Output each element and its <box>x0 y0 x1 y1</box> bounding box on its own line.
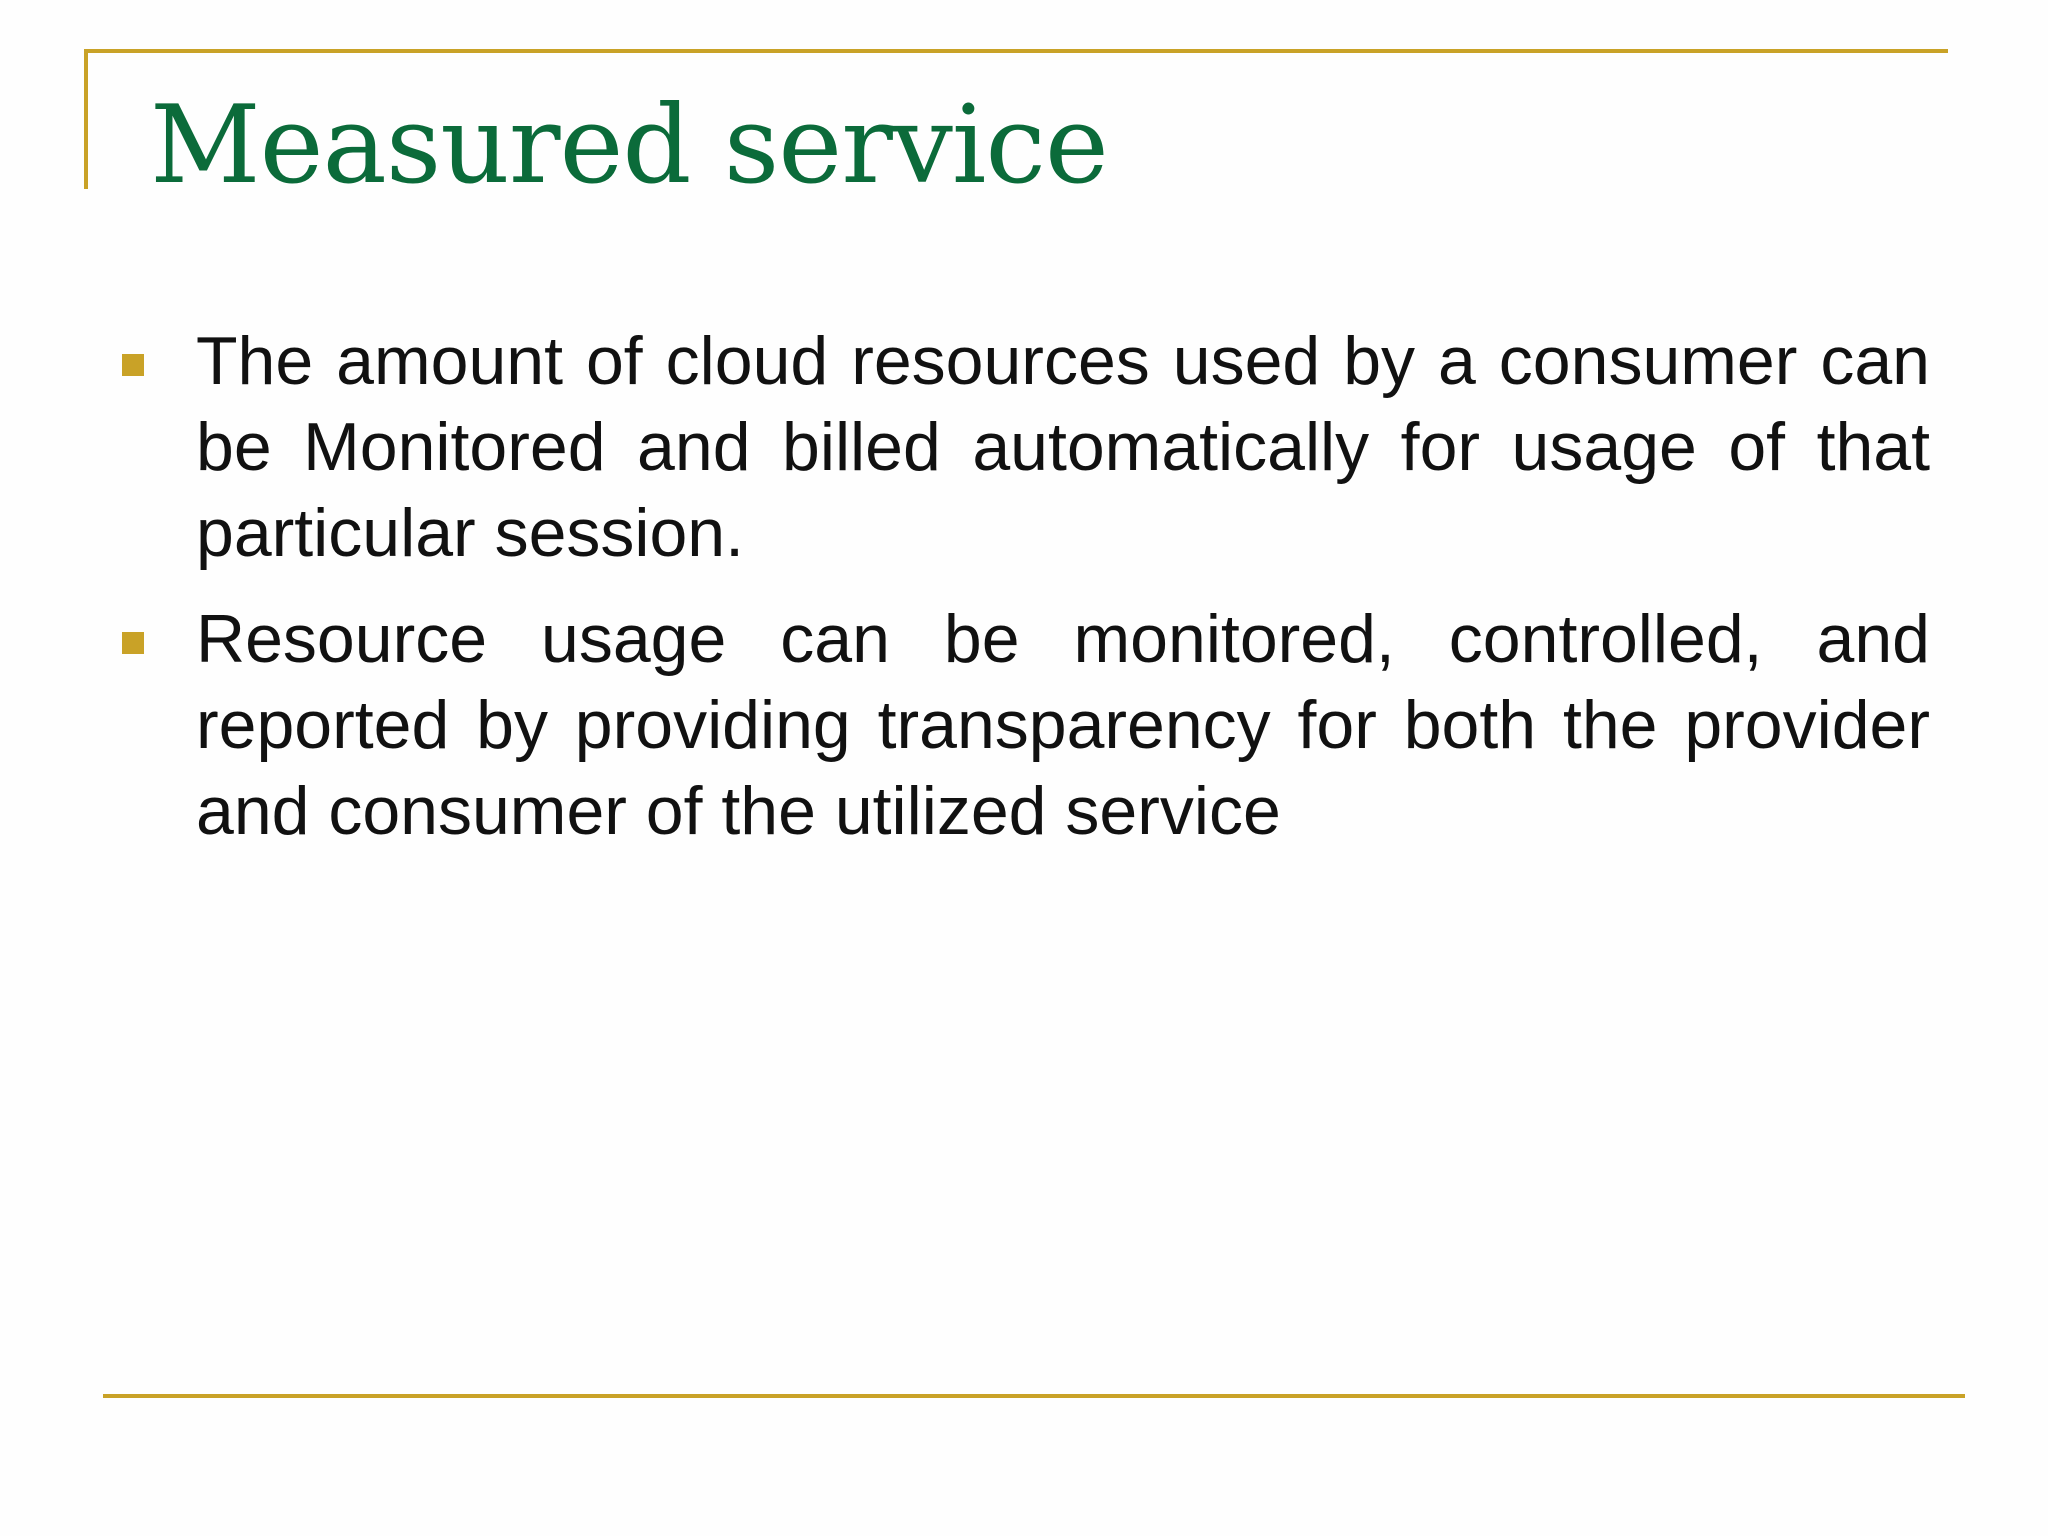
slide-title: Measured service <box>150 83 1108 208</box>
bullet-text: Resource usage can be monitored, controlled, and reported by providing transparency for both the provider and consumer of the utilized service <box>196 601 1930 849</box>
bullet-list <box>120 318 1930 874</box>
square-bullet-icon <box>122 632 144 654</box>
square-bullet-icon <box>122 354 144 376</box>
bottom-rule <box>103 1394 1965 1398</box>
top-rule <box>84 49 1948 53</box>
bullet-item <box>120 318 1930 576</box>
left-rule <box>84 49 88 189</box>
bullet-text: The amount of cloud resources used by a consumer can be Monitored and billed automatically for usage of that particular session. <box>196 323 1930 571</box>
bullet-item <box>120 596 1930 854</box>
